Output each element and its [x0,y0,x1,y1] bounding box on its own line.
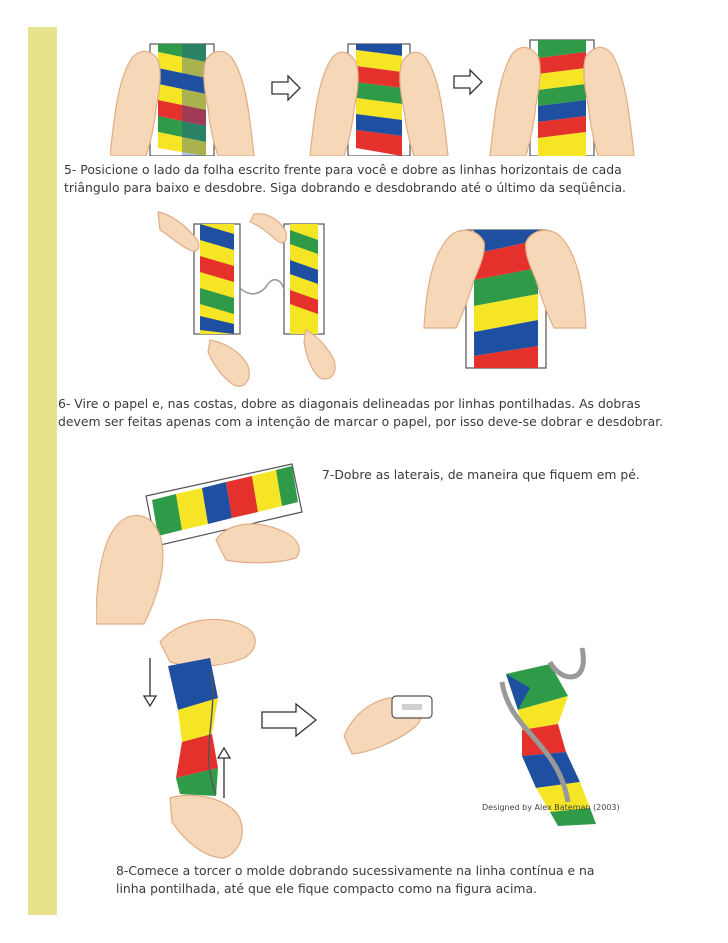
step7-illustration [96,460,306,628]
design-credit: Designed by Alex Bateman (2003) [482,803,620,812]
side-bar [28,27,57,915]
step6-caption: 6- Vire o papel e, nas costas, dobre as diagonais delineadas por linhas pontilhadas. As dobras devem ser feitas apenas com a intenção de marcar o papel, por isso deve-se dobrar e desdobrar. [58,396,664,429]
arrow-right-icon [454,70,482,94]
strip-figure-1 [110,44,254,156]
compact-strip [344,696,432,754]
step7-caption: 7-Dobre as laterais, de maneira que fiquem em pé. [322,467,640,482]
step8-illustration [120,612,620,862]
arrow-right-icon [262,704,316,736]
strip-colors-1 [158,44,206,156]
strip-pair [158,212,335,386]
step5-caption: 5- Posicione o lado da folha escrito frente para você e dobre as linhas horizontais de cada triângulo para baixo e desdobre. Siga dobrando e desdobrando até o último da seqüência. [64,162,626,195]
step8-caption: 8-Comece a torcer o molde dobrando sucessivamente na linha contínua e na linha pontilhada, até que ele fique compacto como na figura acima. [116,863,595,896]
strip-figure-3 [490,40,634,156]
step5-illustration [110,38,650,156]
twisting-strip [144,619,255,858]
arrow-right-icon [272,76,300,100]
step5-continued-illustration [150,210,590,390]
strip-figure-2 [310,44,448,156]
strip-held-by-hands [424,230,586,368]
finished-helix [502,648,596,826]
